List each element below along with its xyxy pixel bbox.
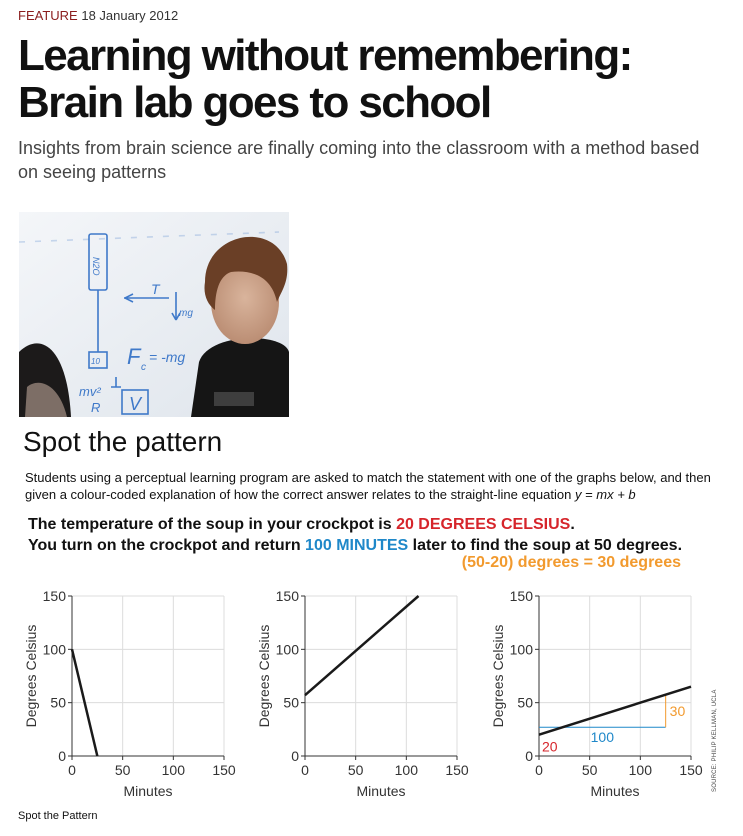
x-tick-label-0: 0 [535,762,543,778]
shirt-print [214,392,254,406]
y-tick-label-0: 0 [58,748,66,764]
x-tick-label-3: 150 [212,762,236,778]
title-line-2: Brain lab goes to school [18,78,491,127]
board-label-t: T [151,281,160,297]
equation-text: y = mx + b [574,487,636,502]
article-standfirst: Insights from brain science are finally coming into the classroom with a method based on seeing patterns [18,138,700,182]
y-tick-label-0: 0 [525,748,533,764]
board-label-r: R [91,400,101,415]
board-label-v: V [129,394,142,414]
statement-2a: You turn on the crockpot and return [28,537,306,554]
y-tick-label-1: 50 [50,694,66,711]
x-axis-label: Minutes [590,783,640,799]
y-axis-label: Degrees Celsius [490,624,506,728]
source-credit: SOURCE: PHILIP KELLMAN, UCLA [712,689,718,792]
x-axis-label: Minutes [356,783,406,799]
board-label-n2o: N2O [91,257,101,276]
x-tick-label-1: 50 [114,762,131,778]
statement-1c: . [570,516,575,533]
y-tick-label-3: 150 [275,588,299,604]
chart-graph-3 [487,585,712,800]
statement-1a: The temperature of the soup in your crockpot is [28,516,397,533]
temperature-difference: (50-20) degrees = 30 degrees [461,554,681,571]
chart-graph-2 [253,585,478,800]
infographic-description [25,469,725,503]
x-tick-label-2: 100 [628,762,653,778]
y-tick-label-1: 50 [517,694,533,711]
annotation-label-0: 20 [542,738,558,755]
y-tick-label-2: 100 [509,641,533,658]
x-tick-label-2: 100 [394,762,419,778]
x-tick-label-1: 50 [581,762,598,778]
y-tick-label-0: 0 [291,748,299,764]
publish-date: 18 January 2012 [81,8,179,23]
elapsed-minutes: 100 MINUTES [305,537,409,554]
classroom-photo-illustration [19,212,289,417]
x-tick-label-2: 100 [161,762,186,778]
series-line-0 [305,596,418,695]
board-label-mg-small: mg [179,308,193,319]
article-title [18,32,718,126]
infographic-title: Spot the pattern [23,426,223,457]
statement-2c: later to find the soup at 50 degrees. [408,537,683,554]
y-tick-label-2: 100 [42,641,66,658]
figure-caption: Spot the Pattern [18,810,98,822]
board-label-10: 10 [91,357,100,366]
title-line-1: Learning without remembering: [18,31,632,80]
y-tick-label-3: 150 [42,588,66,604]
x-tick-label-0: 0 [68,762,76,778]
description-text: Students using a perceptual learning program are asked to match the statement with one of the graphs below, and then given a colour-coded explanation of how the correct answer relates to the straight-line equation [25,470,711,502]
initial-temperature: 20 DEGREES CELSIUS [396,516,571,533]
statement-line-2 [28,535,728,556]
y-axis-label: Degrees Celsius [256,624,272,728]
y-axis-label: Degrees Celsius [23,624,39,728]
y-tick-label-3: 150 [509,588,533,604]
statement-line-1 [28,514,728,535]
x-tick-label-3: 150 [679,762,703,778]
x-tick-label-3: 150 [445,762,469,778]
article-photo [19,212,289,417]
y-tick-label-1: 50 [283,694,299,711]
board-label-mv2: mv² [79,384,101,399]
annotation-label-1: 100 [590,729,615,746]
y-tick-label-2: 100 [275,641,299,658]
feature-kicker[interactable]: FEATURE [18,8,78,23]
article-meta [18,8,178,23]
chart-graph-1 [20,585,245,800]
board-label-f: F [127,344,141,369]
board-label-mg: = -mg [149,349,186,365]
x-axis-label: Minutes [123,783,173,799]
x-tick-label-0: 0 [301,762,309,778]
problem-statement [28,514,728,556]
board-label-c: c [141,362,146,373]
x-tick-label-1: 50 [347,762,364,778]
annotation-label-2: 30 [669,703,686,720]
